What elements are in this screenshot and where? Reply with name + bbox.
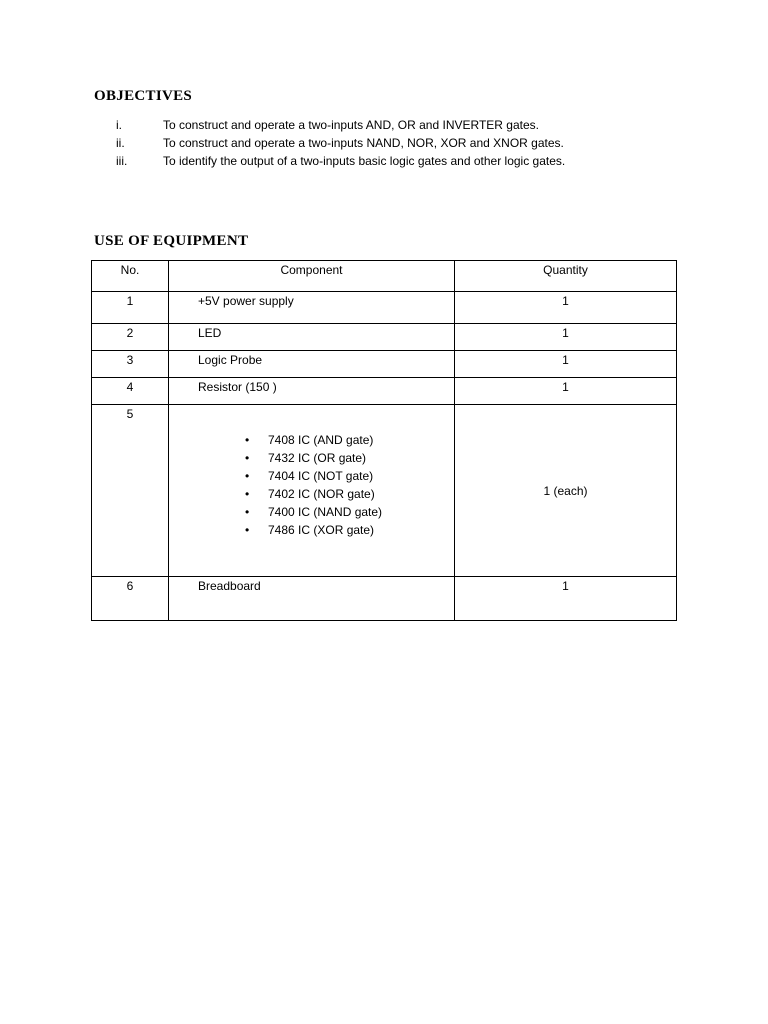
objective-number: iii. [116, 154, 128, 168]
list-item [169, 431, 454, 449]
list-item-text: 7486 IC (XOR gate) [268, 523, 375, 537]
row-quantity: 1 [455, 351, 677, 378]
objective-number: ii. [116, 136, 125, 150]
equipment-table [91, 260, 677, 621]
column-header-quantity: Quantity [455, 261, 677, 292]
row-number: 1 [92, 292, 169, 324]
list-item [169, 485, 454, 503]
list-item [169, 521, 454, 539]
objective-text: To construct and operate a two-inputs NAND, NOR, XOR and XNOR gates. [163, 136, 564, 150]
row-component: Logic Probe [169, 351, 455, 378]
table-row [92, 577, 677, 621]
column-header-component: Component [169, 261, 455, 292]
ic-list [169, 431, 454, 539]
table-row [92, 378, 677, 405]
list-item [169, 449, 454, 467]
objective-text: To identify the output of a two-inputs basic logic gates and other logic gates. [163, 154, 566, 168]
list-item-text: 7408 IC (AND gate) [268, 433, 374, 447]
table-row [92, 405, 677, 577]
row-number: 6 [92, 577, 169, 621]
list-item-text: 7400 IC (NAND gate) [268, 505, 383, 519]
row-component: Resistor (150 ) [169, 378, 455, 405]
bullet-icon: • [245, 487, 250, 501]
row-number: 3 [92, 351, 169, 378]
bullet-icon: • [245, 469, 250, 483]
objective-text: To construct and operate a two-inputs AND, OR and INVERTER gates. [163, 118, 539, 132]
row-component: Breadboard [169, 577, 455, 621]
row-number: 2 [92, 324, 169, 351]
column-header-no: No. [92, 261, 169, 292]
list-item-text: 7402 IC (NOR gate) [268, 487, 375, 501]
row-number: 4 [92, 378, 169, 405]
bullet-icon: • [245, 505, 250, 519]
table-row [92, 292, 677, 324]
table-row [92, 351, 677, 378]
equipment-heading: USE OF EQUIPMENT [94, 233, 249, 249]
bullet-icon: • [245, 451, 250, 465]
row-component: LED [169, 324, 455, 351]
list-item [169, 467, 454, 485]
bullet-icon: • [245, 433, 250, 447]
row-quantity: 1 [455, 292, 677, 324]
row-component-list [169, 405, 455, 577]
list-item-text: 7432 IC (OR gate) [268, 451, 367, 465]
row-quantity: 1 (each) [455, 405, 677, 577]
row-quantity: 1 [455, 324, 677, 351]
row-component: +5V power supply [169, 292, 455, 324]
row-quantity: 1 [455, 577, 677, 621]
row-number: 5 [92, 405, 169, 577]
objectives-heading: OBJECTIVES [94, 88, 193, 104]
table-header-row [92, 261, 677, 292]
list-item-text: 7404 IC (NOT gate) [268, 469, 374, 483]
table-row [92, 324, 677, 351]
row-quantity: 1 [455, 378, 677, 405]
bullet-icon: • [245, 523, 250, 537]
objective-number: i. [116, 118, 122, 132]
list-item [169, 503, 454, 521]
